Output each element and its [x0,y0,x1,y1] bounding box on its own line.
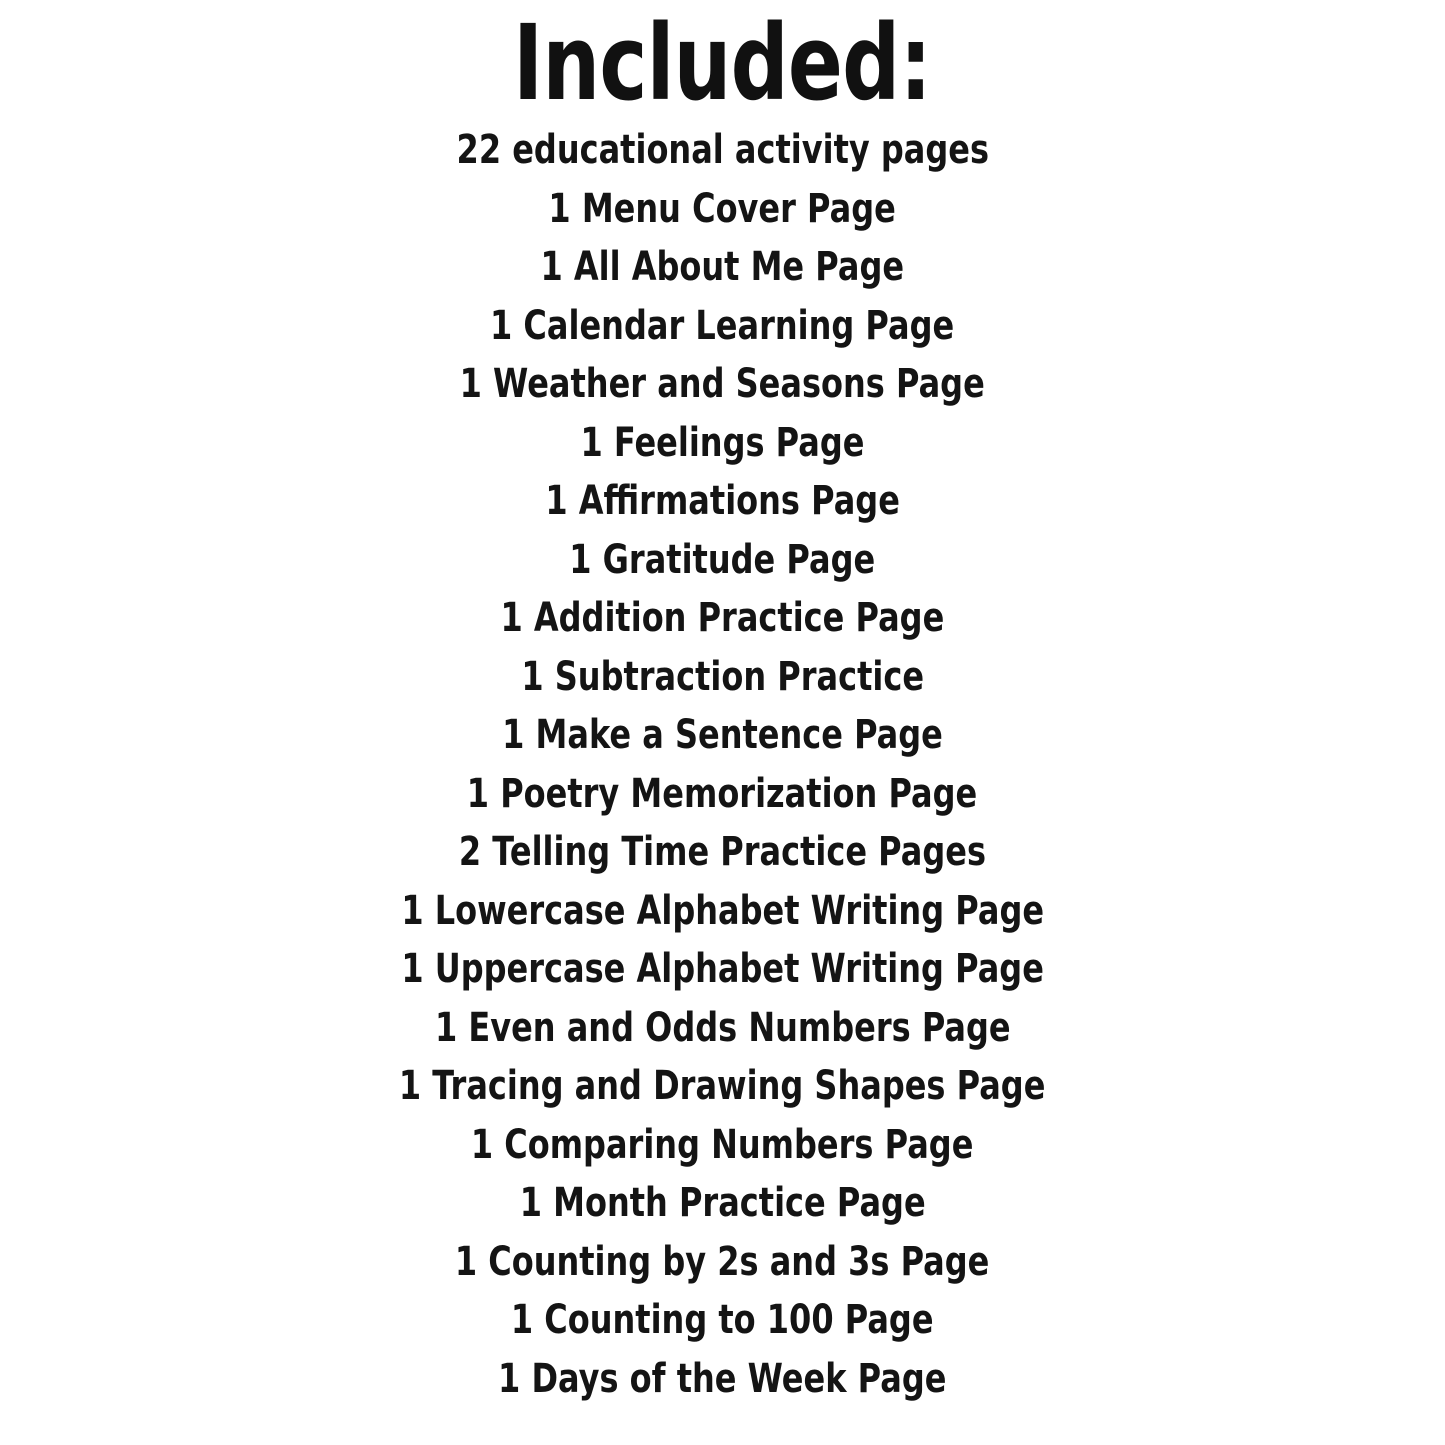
list-item: 1 Gratitude Page [569,536,876,583]
list-item: 1 Menu Cover Page [548,185,897,232]
list-item: 1 Affirmations Page [545,478,900,525]
list-item: 22 educational activity pages [456,127,989,174]
list-item: 1 Uppercase Alphabet Writing Page [401,946,1044,993]
list-item: 1 Counting to 100 Page [511,1297,934,1344]
list-item: 1 Comparing Numbers Page [471,1121,974,1168]
list-item: 1 Poetry Memorization Page [467,770,978,817]
list-item: 1 Month Practice Page [519,1180,926,1227]
list-item: 1 Days of the Week Page [498,1355,947,1402]
list-item: 1 All About Me Page [540,244,905,291]
list-item: 2 Telling Time Practice Pages [458,829,987,876]
list-item: 1 Make a Sentence Page [502,712,943,759]
list-item: 1 Counting by 2s and 3s Page [455,1238,990,1285]
included-items-list [0,127,1445,1417]
list-item: 1 Lowercase Alphabet Writing Page [401,887,1044,934]
list-item: 1 Addition Practice Page [500,595,945,642]
list-item: 1 Weather and Seasons Page [459,361,986,408]
list-item: 1 Subtraction Practice [521,653,924,700]
page-title: Included: [513,2,932,124]
list-item: 1 Tracing and Drawing Shapes Page [399,1063,1046,1110]
list-item: 1 Even and Odds Numbers Page [434,1004,1011,1051]
list-item: 1 Feelings Page [580,419,865,466]
list-item: 1 Calendar Learning Page [490,302,955,349]
